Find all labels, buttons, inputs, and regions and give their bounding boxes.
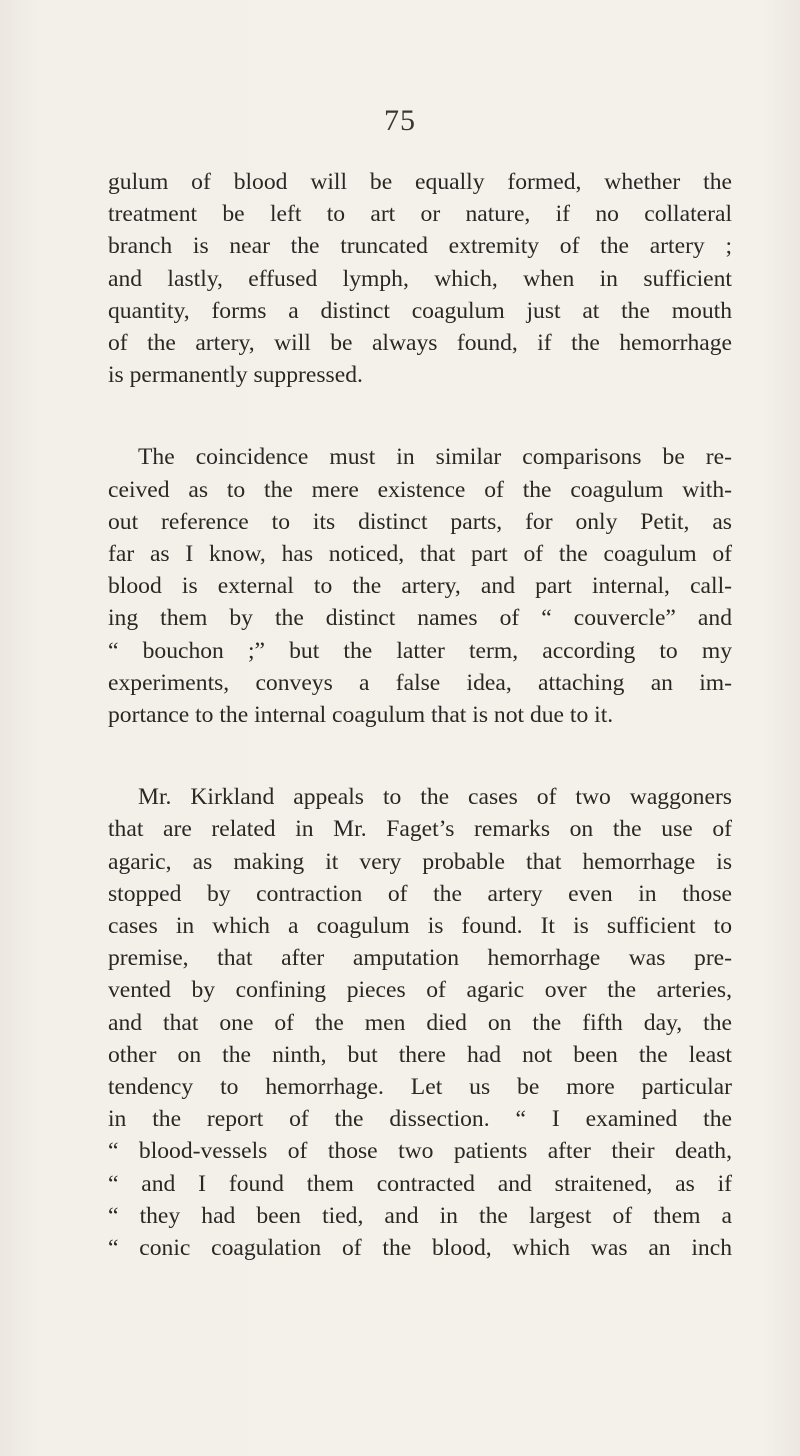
text-line: out reference to its distinct parts, for only Petit, as: [108, 508, 732, 535]
text-line: treatment be left to art or nature, if no collateral: [108, 201, 732, 228]
text-line: tendency to hemorrhage. Let us be more particular: [108, 1074, 732, 1101]
text-line: and that one of the men died on the fifth day, the: [108, 1009, 732, 1036]
text-line: that are related in Mr. Faget’s remarks on the use of: [108, 816, 732, 843]
paragraph-gap: [108, 391, 732, 441]
text-line: “ bouchon ;” but the latter term, according to my: [108, 637, 732, 664]
text-line: other on the ninth, but there had not been the least: [108, 1041, 732, 1068]
text-line: vented by confining pieces of agaric over the arteries,: [108, 977, 732, 1004]
text-line: ing them by the distinct names of “ couvercle” and: [108, 605, 732, 632]
text-line: “ conic coagulation of the blood, which was an inch: [108, 1235, 732, 1262]
text-line: branch is near the truncated extremity of the artery ;: [108, 233, 732, 260]
text-line: far as I know, has noticed, that part of the coagulum of: [108, 541, 732, 568]
paragraph-2: [108, 441, 732, 731]
text-line: “ they had been tied, and in the largest of them a: [108, 1202, 732, 1229]
text-line: gulum of blood will be equally formed, whether the: [108, 169, 732, 195]
text-line: is permanently suppressed.: [108, 362, 363, 389]
text-line: in the report of the dissection. “ I examined the: [108, 1106, 732, 1133]
text-line: stopped by contraction of the artery even in those: [108, 880, 732, 907]
text-line: Mr. Kirkland appeals to the cases of two waggoners: [138, 784, 732, 811]
paragraph-3: [108, 781, 732, 1264]
text-line: premise, that after amputation hemorrhage was pre-: [108, 945, 732, 972]
paragraph-1: [108, 166, 732, 391]
text-line: experiments, conveys a false idea, attaching an im-: [108, 669, 732, 696]
text-line: “ and I found them contracted and straitened, as if: [108, 1170, 732, 1197]
text-line: The coincidence must in similar comparisons be re-: [138, 444, 732, 471]
text-line: quantity, forms a distinct coagulum just at the mouth: [108, 297, 732, 324]
text-line: “ blood-vessels of those two patients after their death,: [108, 1138, 732, 1165]
text-line: cases in which a coagulum is found. It is sufficient to: [108, 913, 732, 940]
text-line: agaric, as making it very probable that hemorrhage is: [108, 848, 732, 875]
text-line: of the artery, will be always found, if the hemorrhage: [108, 330, 732, 357]
text-line: ceived as to the mere existence of the coagulum with-: [108, 476, 732, 503]
page-number: 75: [384, 104, 416, 137]
text-line: blood is external to the artery, and part internal, call-: [108, 573, 732, 600]
body-text: [108, 166, 732, 1264]
text-line: and lastly, effused lymph, which, when in sufficient: [108, 265, 732, 292]
paragraph-gap: [108, 731, 732, 781]
text-line: portance to the internal coagulum that is not due to it.: [108, 702, 614, 729]
